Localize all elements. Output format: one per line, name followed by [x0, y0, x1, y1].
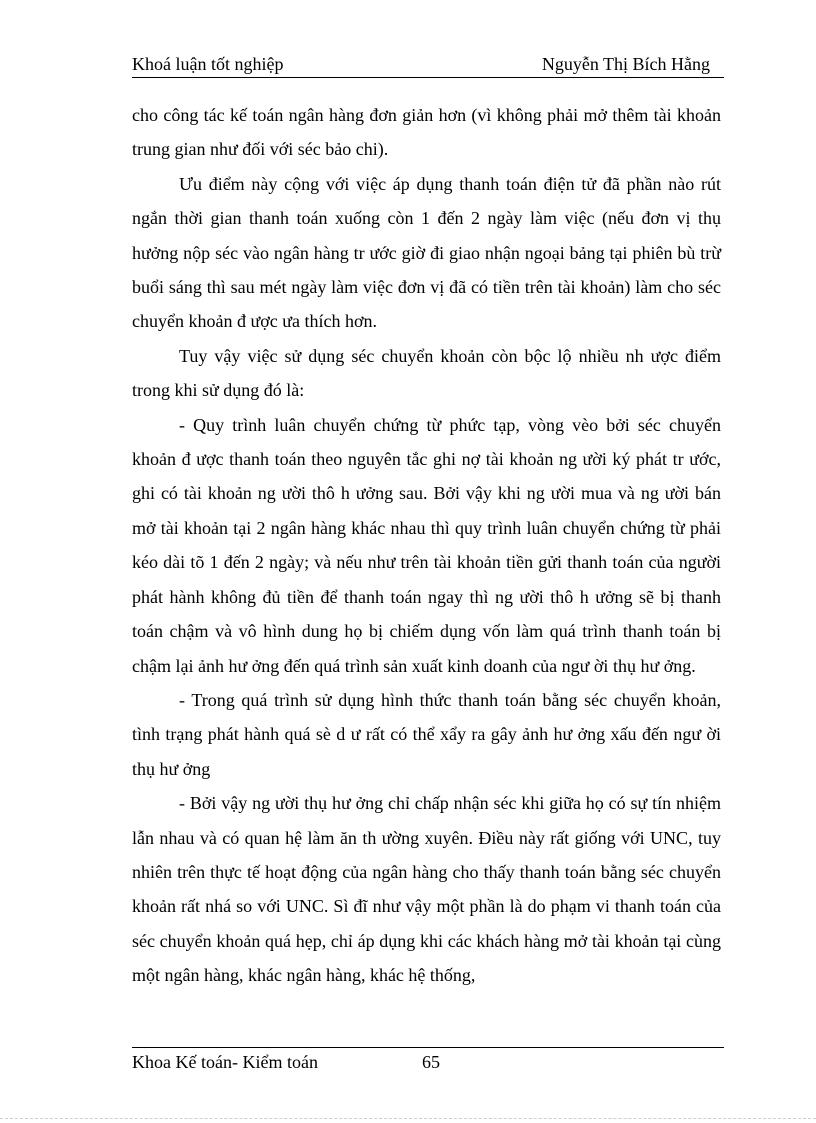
header-divider — [132, 77, 724, 78]
paragraph-bullet-overdraft: - Trong quá trình sử dụng hình thức thanh toán bằng séc chuyển khoản, tình trạng phát hành quá sè d ư rất có thể xẩy ra gây ảnh hư ởng xấu đến ngư ời thụ hư ởng — [132, 689, 721, 779]
paragraph-bullet-procedure: - Quy trình luân chuyển chứng từ phức tạp, vòng vèo bởi séc chuyển khoản đ ược thanh toán theo nguyên tắc ghi nợ tài khoản ng ười ký phát tr ước, ghi có tài khoản ng ười thô h ưởng sau. Bởi vậy khi ng ười mua và ng ười bán mở tài khoản tại 2 ngân hàng khác nhau thì quy trình luân chuyển chứng từ phải kéo dài tõ 1 đến 2 ngày; và nếu như trên tài khoản tiền gửi thanh toán của người phát hành không đủ tiền để thanh toán ngay thì ng ười thô h ưởng sẽ bị thanh toán chậm và vô hình dung họ bị chiếm dụng vốn làm quá trình thanh toán bị chậm lại ảnh hư ởng đến quá trình sản xuất kinh doanh của ngư ời thụ hư ởng. — [132, 414, 721, 676]
paragraph-bullet-trust: - Bởi vậy ng ười thụ hư ởng chỉ chấp nhận séc khi giữa họ có sự tín nhiệm lẫn nhau và có quan hệ làm ăn th ường xuyên. Điều này rất giống với UNC, tuy nhiên trên thực tế hoạt động của ngân hàng cho thấy thanh toán bằng séc chuyển khoản rất nhá so với UNC. Sì đĩ như vậy một phần là do phạm vi thanh toán của séc chuyển khoản quá hẹp, chỉ áp dụng khi các khách hàng mở tài khoản tại cùng một ngân hàng, khác ngân hàng, khác hệ thống, — [132, 793, 721, 986]
page-edge-divider — [0, 1118, 816, 1119]
header-thesis-title: Khoá luận tốt nghiệp — [132, 54, 284, 74]
document-body — [132, 98, 721, 993]
page-footer — [132, 1050, 724, 1074]
paragraph-continuation: cho công tác kế toán ngân hàng đơn giản hơn (vì không phải mở thêm tài khoản trung gian như đối với séc bảo chi). — [132, 105, 721, 160]
paragraph-advantage: Ưu điểm này cộng với việc áp dụng thanh toán điện tử đã phần nào rút ngắn thời gian thanh toán xuống còn 1 đến 2 ngày làm việc (nếu đơn vị thụ hưởng nộp séc vào ngân hàng tr ước giờ đi giao nhận ngoại bảng tại phiên bù trừ buổi sáng thì sau mét ngày làm việc đơn vị đã có tiền trên tài khoản) làm cho séc chuyển khoản đ ược ưa thích hơn. — [132, 173, 721, 332]
footer-faculty: Khoa Kế toán- Kiểm toán — [132, 1052, 318, 1072]
page-header — [132, 52, 724, 76]
header-author-name: Nguyễn Thị Bích Hằng — [541, 54, 710, 74]
footer-divider — [132, 1047, 724, 1048]
paragraph-disadvantages-intro: Tuy vậy việc sử dụng séc chuyển khoản còn bộc lộ nhiều nh ược điểm trong khi sử dụng đó là: — [132, 345, 721, 401]
page-number: 65 — [422, 1052, 440, 1072]
